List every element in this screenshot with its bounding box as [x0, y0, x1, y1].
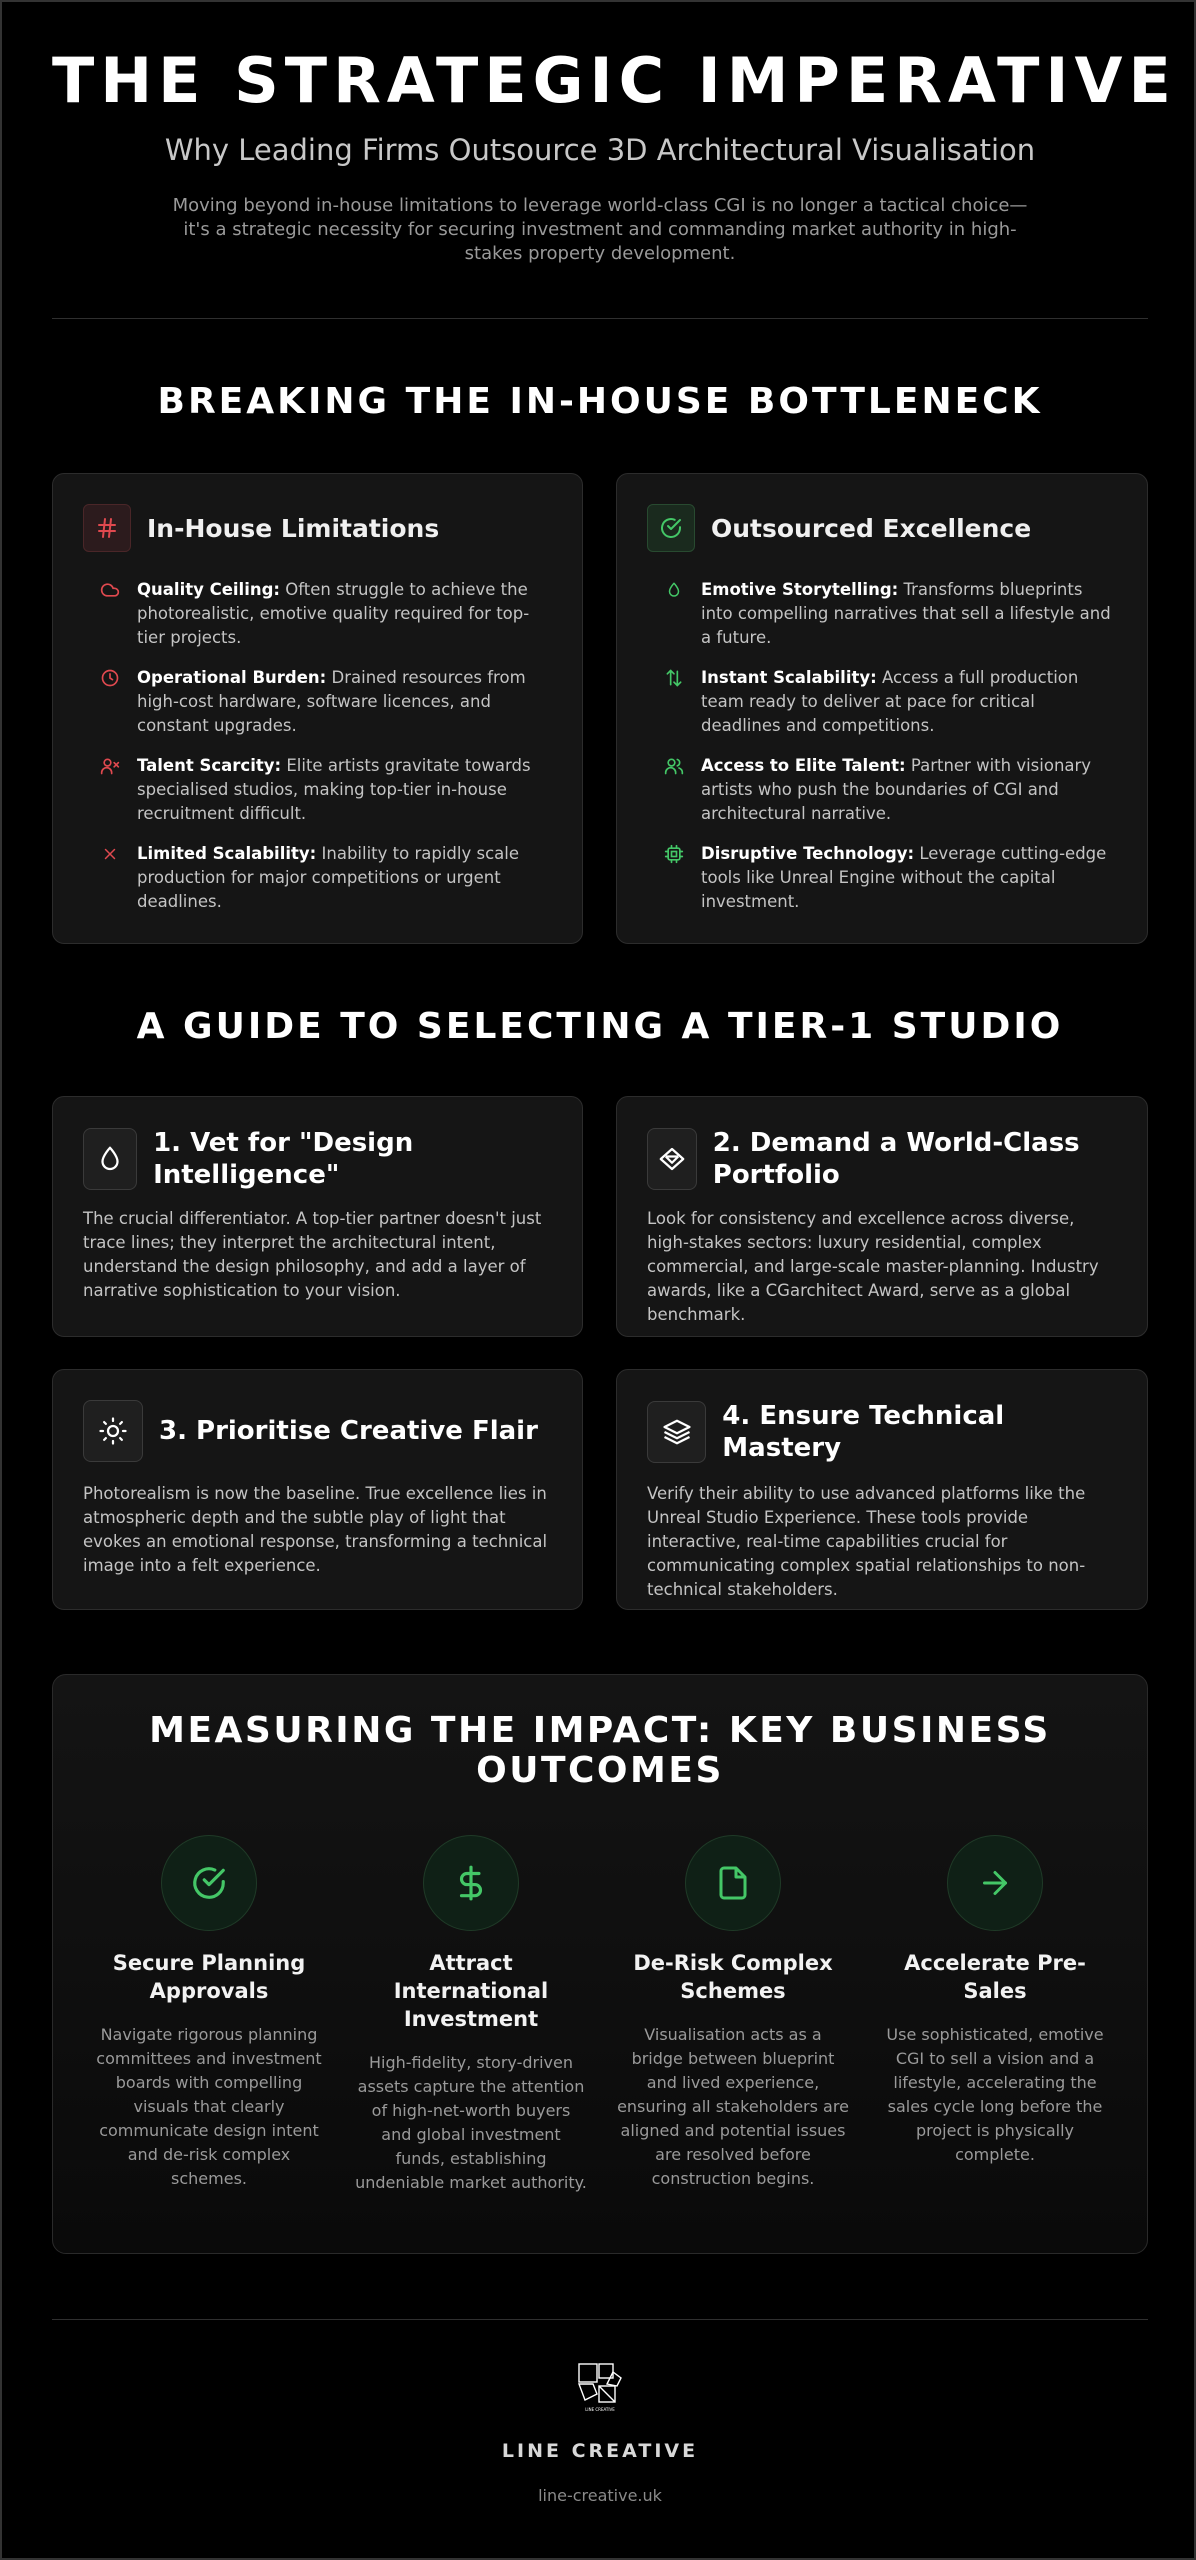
arrows-up-down-icon — [663, 667, 685, 689]
list-item-text: Quality Ceiling: Often struggle to achieve the photorealistic, emotive quality required for top-tier projects. — [137, 580, 530, 647]
page-subtitle: Why Leading Firms Outsource 3D Architectural Visualisation — [164, 133, 1036, 167]
guide-heading: 1. Vet for "Design Intelligence" — [153, 1128, 414, 1190]
brand-logo — [575, 2362, 625, 2414]
guide-card-header — [647, 1127, 1127, 1191]
outcome-item — [879, 1835, 1111, 2167]
guide-heading: 3. Prioritise Creative Flair — [159, 1416, 538, 1446]
guide-card-2 — [616, 1096, 1148, 1337]
outcome-body: Navigate rigorous planning committees and investment boards with compelling visuals that clearly communicate design intent and de-risk complex schemes. — [96, 2025, 322, 2188]
outcome-heading: De-Risk Complex Schemes — [633, 1951, 833, 2003]
droplet-icon — [663, 579, 685, 601]
outsourced-list — [663, 578, 1117, 930]
list-item — [663, 842, 1117, 914]
svg-text:LINE CREATIVE: LINE CREATIVE — [585, 2407, 615, 2412]
guide-card-3 — [52, 1369, 583, 1610]
outsourced-heading: Outsourced Excellence — [711, 513, 1032, 543]
divider — [52, 2319, 1148, 2320]
outcome-heading: Secure Planning Approvals — [112, 1951, 306, 2003]
cloud-icon — [99, 579, 121, 601]
outcome-item — [93, 1835, 325, 2191]
arrow-right-icon — [947, 1835, 1043, 1931]
x-icon — [99, 843, 121, 865]
section-title-bottleneck: BREAKING THE IN-HOUSE BOTTLENECK — [157, 381, 1043, 422]
guide-body: The crucial differentiator. A top-tier partner doesn't just trace lines; they interpret the architectural intent, understand the design philosophy, and add a layer of narrative sophistication to your vision. — [83, 1209, 542, 1300]
list-item-text: Disruptive Technology: Leverage cutting-edge tools like Unreal Engine without the capital investment. — [701, 844, 1107, 911]
brand-name: LINE CREATIVE — [501, 2440, 699, 2462]
list-item — [99, 666, 552, 738]
hero — [52, 42, 1177, 266]
footer — [52, 2362, 1148, 2505]
users-icon — [663, 755, 685, 777]
guide-heading: 2. Demand a World-Class Portfolio — [712, 1128, 1080, 1190]
outcome-body: High-fidelity, story-driven assets capture the attention of high-net-worth buyers and global investment funds, establishing undeniable market authority. — [355, 2053, 587, 2192]
list-item-text: Emotive Storytelling: Transforms blueprints into compelling narratives that sell a lifestyle and a future. — [701, 580, 1111, 647]
guide-body: Look for consistency and excellence across diverse, high-stakes sectors: luxury residential, complex commercial, and large-scale master-planning. Industry awards, like a CGarchitect Award, serve as a global benchmark. — [647, 1209, 1099, 1324]
list-item — [99, 754, 552, 826]
check-circle-icon — [647, 504, 695, 552]
cpu-icon — [663, 843, 685, 865]
list-item-text: Instant Scalability: Access a full production team ready to deliver at pace for critical deadlines and competitions. — [701, 668, 1079, 735]
guide-body: Verify their ability to use advanced platforms like the Unreal Studio Experience. These tools provide interactive, real-time capabilities crucial for communicating complex spatial relationships to non-technical stakeholders. — [647, 1484, 1086, 1599]
guide-body: Photorealism is now the baseline. True excellence lies in atmospheric depth and the subtle play of light that evokes an emotional response, transforming a technical image into a felt experience. — [83, 1484, 548, 1575]
list-item — [663, 754, 1117, 826]
inhouse-heading: In-House Limitations — [147, 513, 440, 543]
list-item — [663, 578, 1117, 650]
dollar-icon — [423, 1835, 519, 1931]
check-circle-icon — [161, 1835, 257, 1931]
layers-icon — [647, 1401, 706, 1463]
list-item-text: Operational Burden: Drained resources from high-cost hardware, software licences, and constant upgrades. — [137, 668, 526, 735]
list-item — [99, 842, 552, 914]
outcome-heading: Attract International Investment — [393, 1951, 549, 2031]
impact-title: MEASURING THE IMPACT: KEY BUSINESS OUTCOMES — [149, 1710, 1051, 1791]
list-item — [99, 578, 552, 650]
list-item-text: Talent Scarcity: Elite artists gravitate towards specialised studios, making top-tier in-house recruitment difficult. — [137, 756, 531, 823]
sun-icon — [83, 1400, 143, 1462]
outcome-heading: Accelerate Pre-Sales — [904, 1951, 1086, 2003]
intro-text: Moving beyond in-house limitations to leverage world-class CGI is no longer a tactical choice—it's a strategic necessity for securing investment and commanding market authority in high-stakes property development. — [172, 195, 1028, 264]
inhouse-list — [99, 578, 552, 930]
outcome-item — [617, 1835, 849, 2191]
guide-card-header — [83, 1127, 562, 1191]
hash-icon — [83, 504, 131, 552]
outcome-body: Visualisation acts as a bridge between blueprint and lived experience, ensuring all stakeholders are aligned and potential issues are resolved before construction begins. — [617, 2025, 849, 2188]
droplet-icon — [83, 1128, 137, 1190]
impact-panel — [52, 1674, 1148, 2254]
list-item-text: Access to Elite Talent: Partner with visionary artists who push the boundaries of CGI and architectural narrative. — [701, 756, 1092, 823]
outcome-item — [355, 1835, 587, 2195]
gem-icon — [647, 1128, 697, 1190]
list-item-text: Limited Scalability: Inability to rapidly scale production for major competitions or urgent deadlines. — [137, 844, 519, 911]
website-link[interactable]: line-creative.uk — [538, 2486, 662, 2505]
inhouse-card — [52, 473, 583, 944]
guide-card-4 — [616, 1369, 1148, 1610]
guide-card-header — [83, 1400, 562, 1462]
section-title-guide: A GUIDE TO SELECTING A TIER-1 STUDIO — [136, 1006, 1064, 1047]
file-icon — [685, 1835, 781, 1931]
outcome-body: Use sophisticated, emotive CGI to sell a vision and a lifestyle, accelerating the sales cycle long before the project is physically complete. — [886, 2025, 1104, 2164]
user-x-icon — [99, 755, 121, 777]
guide-card-header — [647, 1400, 1127, 1464]
outsourced-card-header — [647, 504, 1031, 552]
list-item — [663, 666, 1117, 738]
inhouse-card-header — [83, 504, 439, 552]
clock-icon — [99, 667, 121, 689]
divider — [52, 318, 1148, 319]
guide-card-1 — [52, 1096, 583, 1337]
outsourced-card — [616, 473, 1148, 944]
guide-heading: 4. Ensure Technical Mastery — [722, 1401, 1005, 1463]
page-title: THE STRATEGIC IMPERATIVE — [52, 44, 1177, 117]
